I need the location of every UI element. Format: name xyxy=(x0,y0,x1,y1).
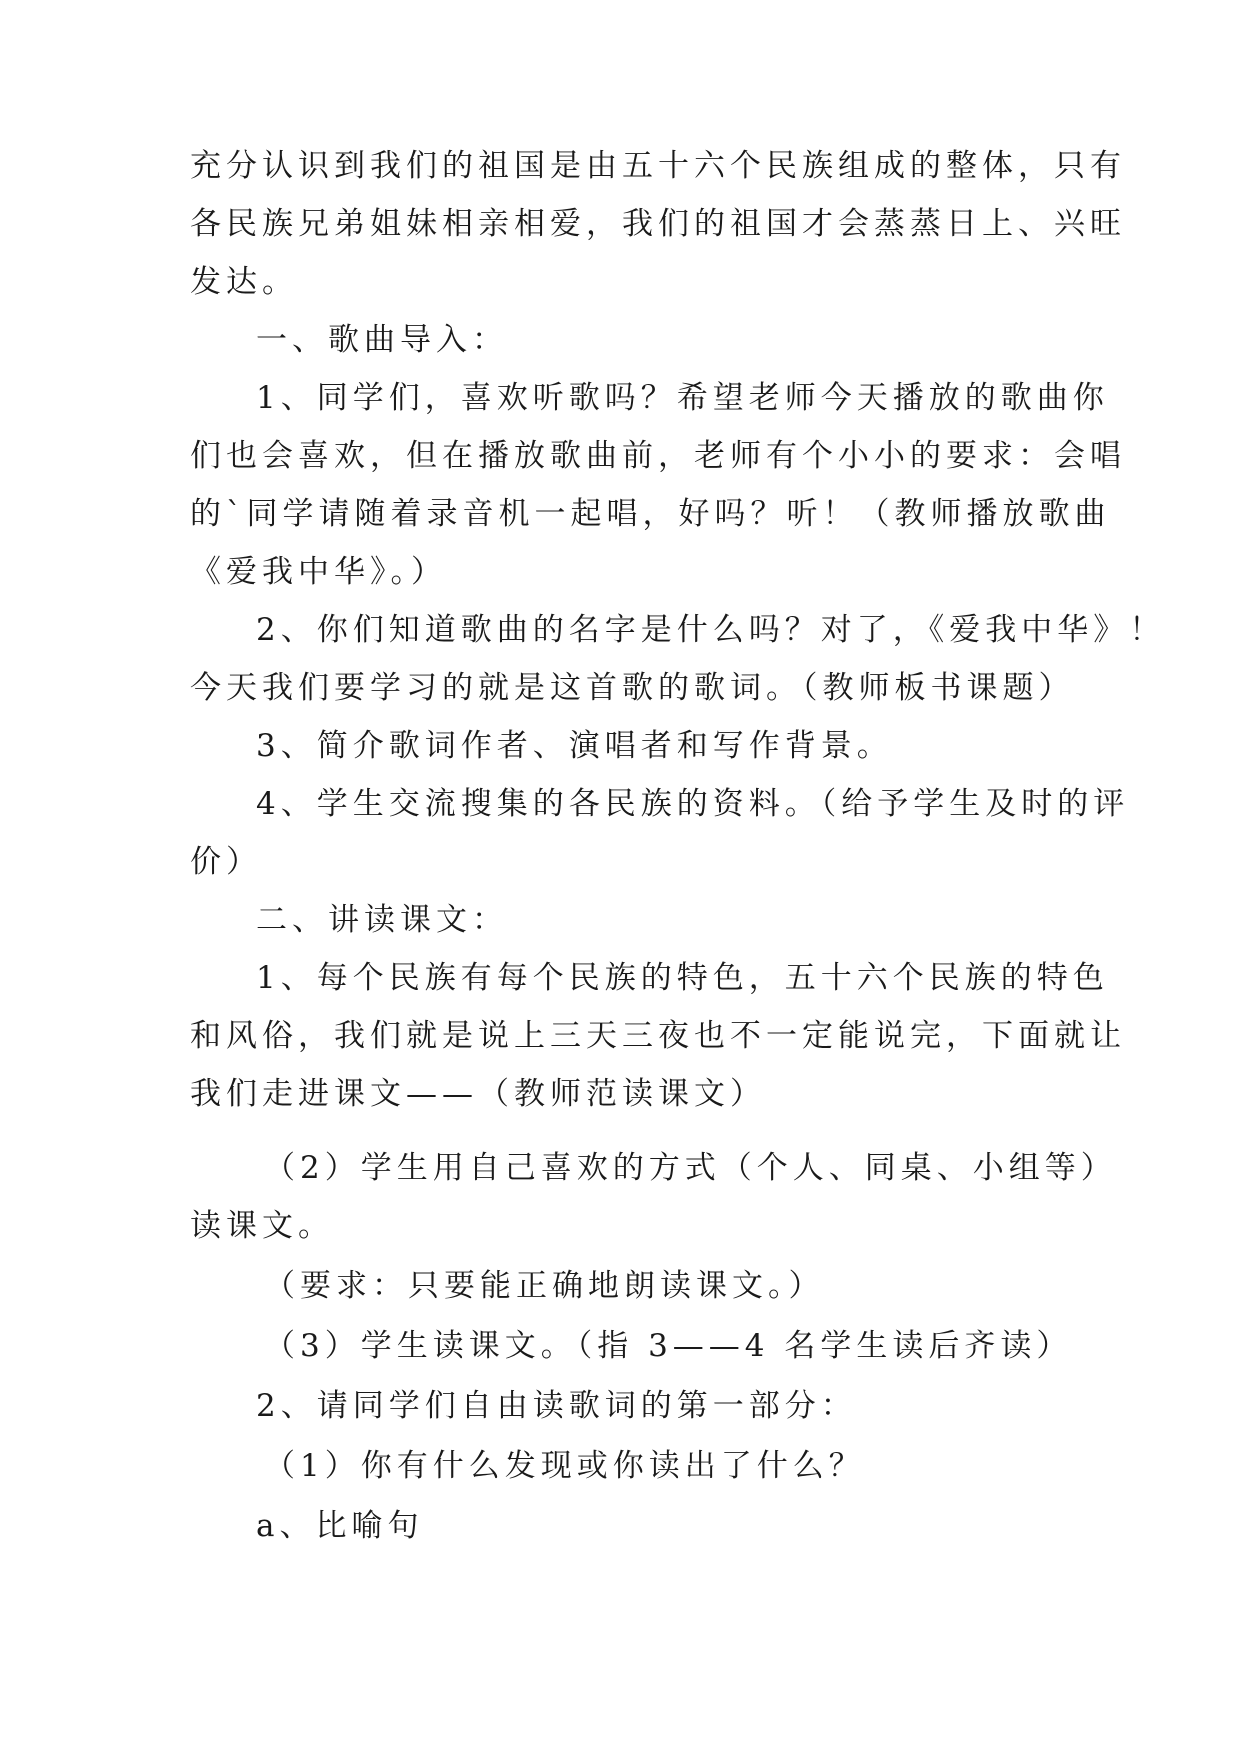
text-line: （3）学生读课文。（指 3——4 名学生读后齐读） xyxy=(264,1328,1073,1364)
text-line: 读课文。 xyxy=(190,1208,334,1244)
text-line: 1、同学们，喜欢听歌吗？希望老师今天播放的歌曲你 xyxy=(256,380,1109,416)
text-line: a、比喻句 xyxy=(256,1508,424,1544)
section-heading: 一、歌曲导入： xyxy=(256,322,508,358)
text-line: 各民族兄弟姐妹相亲相爱，我们的祖国才会蒸蒸日上、兴旺 xyxy=(190,206,1126,242)
text-line: 《爱我中华》。） xyxy=(190,554,447,590)
text-line: 今天我们要学习的就是这首歌的歌词。（教师板书课题） xyxy=(190,670,1075,706)
text-line: （1）你有什么发现或你读出了什么？ xyxy=(264,1448,865,1484)
text-line: 充分认识到我们的祖国是由五十六个民族组成的整体，只有 xyxy=(190,148,1126,184)
text-line: 1、每个民族有每个民族的特色，五十六个民族的特色 xyxy=(256,960,1109,996)
text-line: 们也会喜欢，但在播放歌曲前，老师有个小小的要求：会唱 xyxy=(190,438,1126,474)
text-line: 的`同学请随着录音机一起唱，好吗？听！（教师播放歌曲 xyxy=(190,496,1111,532)
text-line: 和风俗，我们就是说上三天三夜也不一定能说完，下面就让 xyxy=(190,1018,1126,1054)
text-line: （2）学生用自己喜欢的方式（个人、同桌、小组等） xyxy=(264,1150,1117,1186)
text-line: 价） xyxy=(190,844,262,880)
text-line: （要求：只要能正确地朗读课文。） xyxy=(264,1268,825,1304)
text-line: 我们走进课文——（教师范读课文） xyxy=(190,1076,766,1112)
section-heading: 二、讲读课文： xyxy=(256,902,508,938)
text-line: 2、请同学们自由读歌词的第一部分： xyxy=(256,1388,857,1424)
text-line: 3、简介歌词作者、演唱者和写作背景。 xyxy=(256,728,893,764)
text-line: 发达。 xyxy=(190,264,298,300)
text-line: 2、你们知道歌曲的名字是什么吗？对了，《爱我中华》！ xyxy=(256,612,1166,648)
text-line: 4、学生交流搜集的各民族的资料。（给予学生及时的评 xyxy=(256,786,1130,822)
